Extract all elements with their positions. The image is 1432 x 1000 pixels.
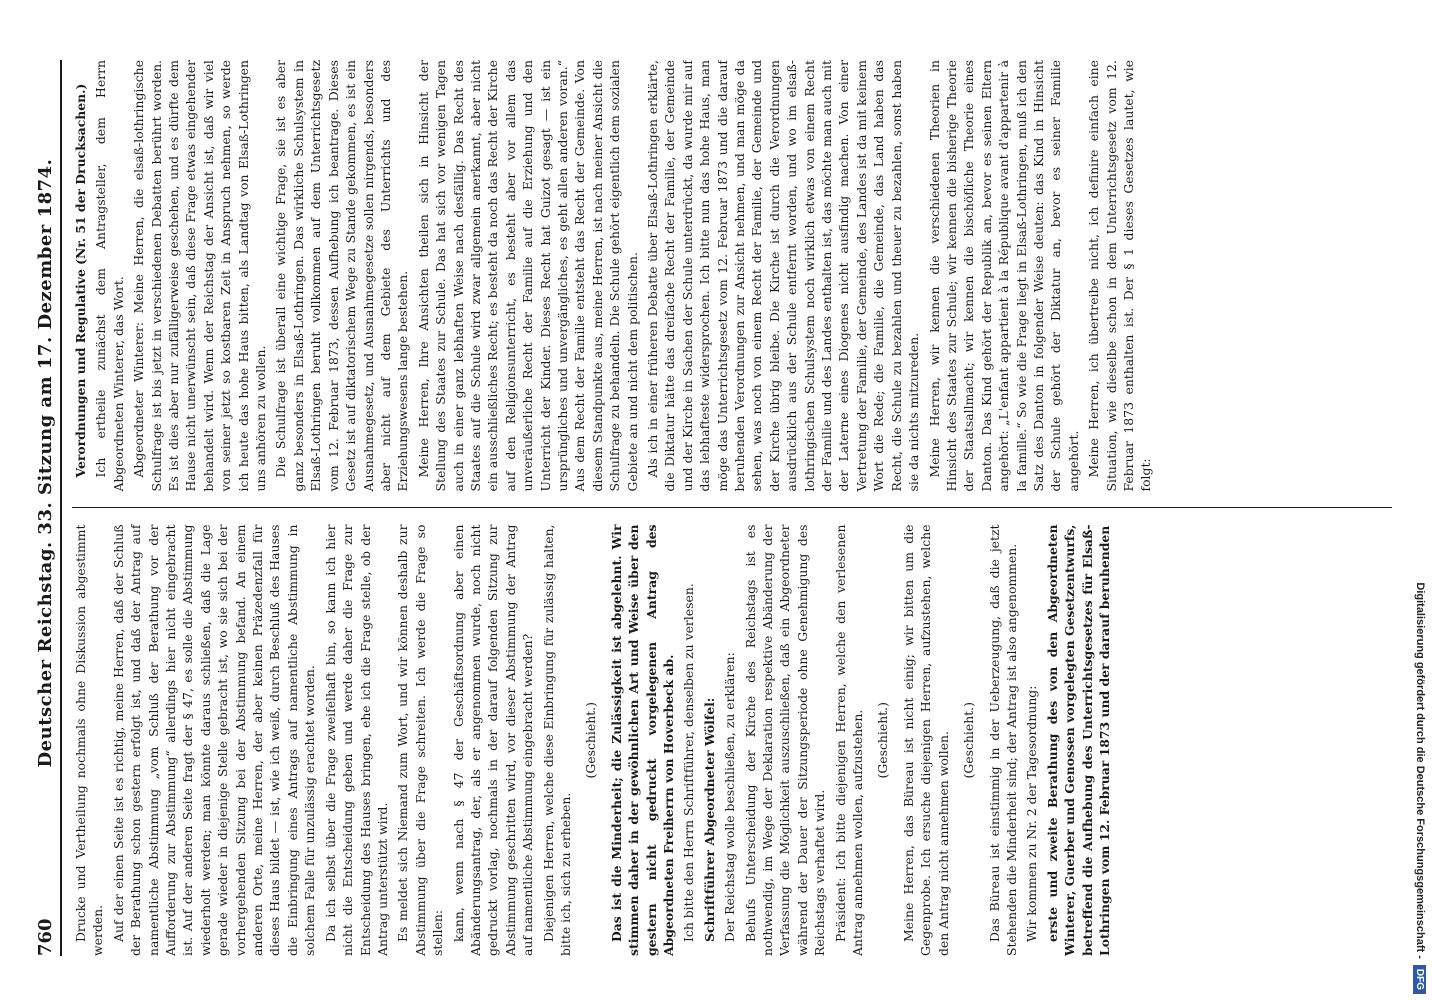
paragraph: Meine Herren, das Büreau ist nicht einig; wir bitten um die Gegenprobe. Ich ersuche diejenigen Herren, aufzustehen, welche den Antrag nicht annehmen wollen. [900,524,951,956]
credit-line [1408,0,1432,1000]
paragraph: Präsident: Ich bitte diejenigen Herren, welche den verlesenen Antrag annehmen wollen, aufzustehen. [832,524,866,956]
paragraph: Auf der einen Seite ist es richtig, meine Herren, daß der Schluß der Berathung schon gestern erfolgt ist, und daß der Antrag auf namentliche Abstimmung „vom Schluß der Berathung vor der Aufforderung zur Abstimmung“ allerdings hier nicht eingebracht ist. Auf der anderen Seite fragt der § 47, es solle die Abstimmung wiederholt werden; man könnte daraus schließen, daß die Lage gerade wieder in diejenige Stelle gebracht ist, wo sie sich bei der vorhergehenden Sitzung bei der Abstimmung befand. An einem anderen Orte, meine Herren, der aber keinen Präzedenzfall für dieses Haus bildet — ist, wie ich weiß, durch Beschluß des Hauses die Einbringung eines Antrags auf namentliche Abstimmung in solchem Falle für unzulässig erachtet worden. [110,524,318,956]
dfg-logo: DFG [1414,965,1427,994]
running-title: Deutscher Reichstag. 33. Sitzung am 17. Dezember 1874. [35,158,56,768]
stage-direction: (Geschieht.) [875,702,891,779]
paragraph: kann, wenn nach § 47 der Geschäftsordnung aber einen Abänderungsantrag, der, als er angenommen wurde, noch nicht gedruckt vorlag, nochmals in der darauf folgenden Sitzung zur Abstimmung geschritten wird, vor dieser Abstimmung der Antrag auf namentliche Abstimmung eingebracht werden? [450,524,536,956]
right-column [72,60,1392,506]
stage-direction: (Geschieht.) [961,702,977,779]
page-header [18,60,62,956]
paragraph: Der Reichstag wolle beschließen, zu erklären: [722,652,738,942]
paragraph: Ich bitte den Herrn Schriftführer, denselben zu verlesen. [681,583,697,942]
paragraph: Die Schulfrage ist überall eine wichtige Frage, sie ist es aber ganz besonders in Elsaß-Lothringen. Das wirkliche Schulsystem in Elsaß-Lothringen beruht vollkommen auf dem Unterrichtsgesetz vom 12. Februar 1873, dessen Aufhebung ich beantrage. Dieses Gesetz ist auf diktatorischem Wege zu Stande gekommen, es ist ein Ausnahmegesetz, und Ausnahmegesetze sollen nirgends, besonders aber nicht auf dem Gebiete des Unterrichts und des Erziehungswesens lange bestehen. [273,60,411,492]
paragraph: Das Büreau ist einstimmig in der Ueberzeugung, daß die jetzt Stehenden die Minderheit sind; der Antrag ist also angenommen. [986,524,1019,956]
paragraph: Wir kommen zu Nr. 2 der Tagesordnung: [1024,685,1040,942]
credit-text: Digitalisierung gefördert durch die Deutsche Forschungsgemeinschaft - [1414,582,1426,959]
digitization-credit [1408,0,1432,1000]
paragraph: Abgeordneter Winterer: Meine Herren, die elsaß-lothringische Schulfrage ist bis jetzt in verschiedenen Debatten berührt worden. Es ist dies aber nur zufälligerweise geschehen, und es dürfte dem Hause nicht unerwünscht sein, daß diese Frage etwas eingehender behandelt wird. Wenn der Reichstag der Ansicht ist, daß wir viel von seiner jetzt so kostbaren Zeit in Anspruch nehmen, so werde ich heute das hohe Haus bitten, als Landtag von Elsaß-Lothringen uns anhören zu wollen. [131,60,269,492]
paragraph: Diejenigen Herren, welche diese Einbringung für zulässig halten, bitte ich, sich zu erheben. [540,524,573,956]
left-column [72,511,1392,957]
paragraph: Meine Herren, wir kennen die verschiedenen Theorien in Hinsicht des Staates zur Schule; wir kennen die bisherige Theorie der Staatsallmacht; wir kennen die bischöfliche Theorie eines Danton. Das Kind gehört der Republik an, bevor es seinen Eltern angehört: „L'enfant appartient à la République avant d'appartenir à la famille.“ So wie die Frage liegt in Elsaß-Lothringen, muß ich den Satz des Danton in folgender Weise deuten: das Kind in Hinsicht der Schule gehört der Diktatur an, bevor es seiner Familie angehört. [926,60,1081,492]
text-columns [72,60,1392,956]
paragraph: Als ich in einer früheren Debatte über Elsaß-Lothringen erklärte, die Diktatur hätte das dreifache Recht der Familie, der Gemeinde und der Kirche in Sachen der Schule unterdrückt, da wurde mir auf das lebhafteste widersprochen. Ich bitte nun das hohe Haus, man möge das Unterrichtsgesetz vom 12. Februar 1873 und die darauf beruhenden Verordnungen zur Ansicht nehmen, und man möge da sehen, was noch von einem Recht der Familie, der Gemeinde und der Kirche übrig bleibe. Die Kirche ist durch die Verordnungen ausdrücklich aus der Schule entfernt worden, und wo im elsaß-lothringischen Schulsystem noch wirklich etwas von einem Recht der Familie und des Landes enthalten ist, das möchte man auch mit der Laterne eines Diogenes nicht ausfindig machen. Von einer Vertretung der Familie, der Gemeinde, des Landes ist da mit keinem Wort die Rede; die Familie, die Gemeinde, das Land haben das Recht, die Schule zu bezahlen und theuer zu bezahlen, sonst haben sie da nichts mitzureden. [645,60,922,492]
paragraph: Es meldet sich Niemand zum Wort, und wir können deshalb zur Abstimmung über die Frage schreiten. Ich werde die Frage so stellen: [395,524,446,956]
paragraph: Meine Herren, ich übertreibe nicht, ich definire einfach eine Situation, wie dieselbe schon in dem Unterrichtsgesetz vom 12. Februar 1873 enthalten ist. Der § 1 dieses Gesetzes lautet, wie folgt: [1086,60,1154,492]
paragraph: Drucke und Vertheilung nochmals ohne Diskussion abgestimmt werden. [73,524,106,956]
speaker-label: Schriftführer Abgeordneter Wölfel: [701,697,717,942]
agenda-item-continued: Verordnungen und Regulative (Nr. 51 der Drucksachen.) [73,83,88,478]
paragraph: Meine Herren, Ihre Ansichten theilen sich in Hinsicht der Stellung des Staates zur Schule. Das hat sich vor wenigen Tagen auch in einer ganz lebhaften Weise nach desfällig. Das Recht des Staates auf die Schule wird zwar allgemein anerkannt, aber nicht ein ausschließliches Recht; es besteht da noch das Recht der Kirche auf den Religionsunterricht, es besteht aber vor allem das unveräußerliche Recht der Familie auf die Erziehung und den Unterricht der Kinder. Dieses Recht hat Guizot gesagt — ist ein ursprüngliches und unvergängliches, es geht allen anderen voran.“ Aus dem Recht der Familie entsteht das Recht der Gemeinde. Von diesem Standpunkte aus, meine Herren, ist nach meiner Ansicht die Schulfrage zu behandeln. Die Schule gehört eigentlich dem sozialen Gebiete an und nicht dem politischen. [415,60,640,492]
paragraph: Ich ertheile zunächst dem Antragsteller, dem Herrn Abgeordneten Winterer, das Wort. [93,60,126,492]
paragraph: Da ich selbst über die Frage zweifelhaft bin, so kann ich hier nicht die Entscheidung geben und werde daher die Frage zur Entscheidung des Hauses bringen, ehe ich die Frage stelle, ob der Antrag unterstützt wird. [322,524,390,956]
paragraph: Das ist die Minderheit; die Zulässigkeit ist abgelehnt. Wir stimmen daher in der gewöhnlichen Art und Weise über den gestern nicht gedruckt vorgelegenen Antrag des Abgeordneten Freiherrn von Hoverbeck ab. [608,524,676,956]
paragraph: Behufs Unterscheidung der Kirche des Reichstags ist es nothwendig, im Wege der Deklaration respektive Abänderung der Verfassung die Möglichkeit auszuschließen, daß ein Abgeordneter während der Dauer der Sitzungsperiode ohne Genehmigung des Reichstags verhaftet wird. [742,524,828,956]
agenda-item: erste und zweite Berathung des von den Abgeordneten Winterer, Guerber und Genossen vorgelegten Gesetzentwurfs, betreffend die Aufhebung des Unterrichtsgesetzes für Elsaß-Lothringen vom 12. Februar 1873 und der darauf beruhenden [1044,524,1112,956]
page-number: 760 [35,918,56,956]
stage-direction: (Geschieht.) [583,702,599,779]
column-divider [72,508,1392,509]
